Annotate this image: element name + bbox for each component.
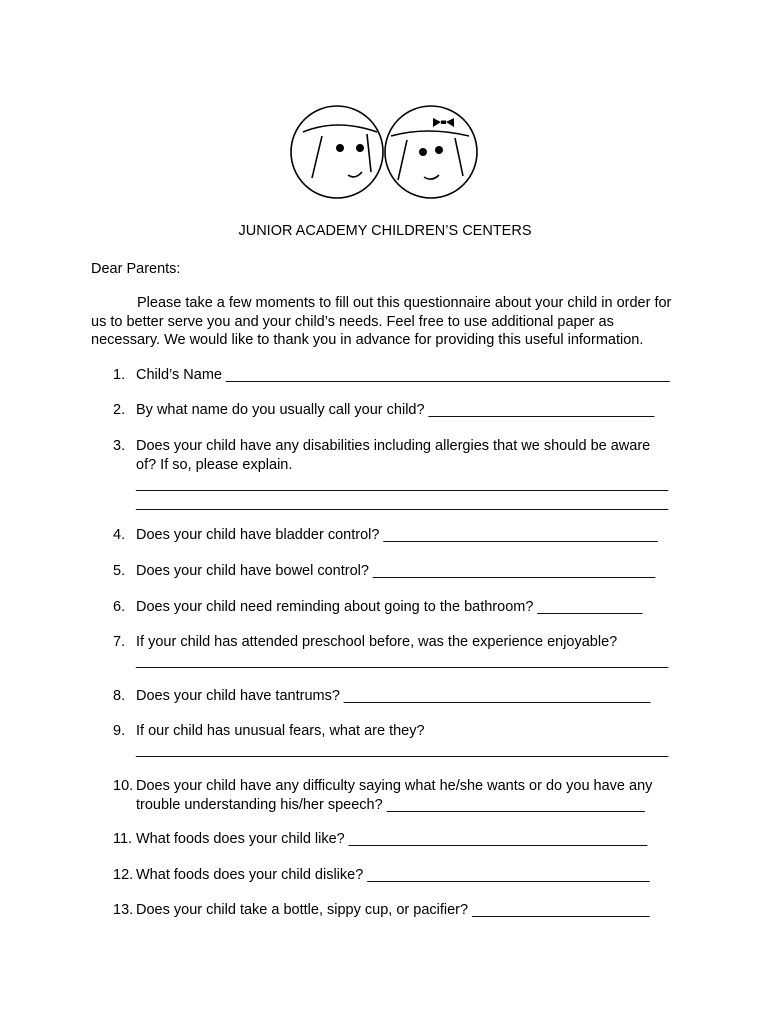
question-text: What foods does your child dislike? ___________________________________ bbox=[136, 867, 650, 883]
question-text: Does your child have bowel control? ___________________________________ bbox=[136, 563, 656, 579]
question-number: 13. bbox=[113, 902, 134, 918]
boy-eyes bbox=[336, 144, 364, 152]
question-5 bbox=[113, 562, 683, 581]
boy-face-icon bbox=[291, 106, 383, 198]
question-number: 6. bbox=[113, 599, 126, 615]
question-continuation: of? If so, please explain. bbox=[136, 457, 293, 473]
question-text: Does your child have tantrums? ______________________________________ bbox=[136, 688, 651, 704]
question-text: By what name do you usually call your child? ____________________________ bbox=[136, 402, 655, 418]
bow-icon bbox=[433, 118, 454, 127]
girl-face-icon bbox=[385, 106, 477, 198]
question-7 bbox=[113, 633, 683, 671]
answer-line: __________________________________________________________________ bbox=[136, 653, 669, 669]
question-3 bbox=[113, 437, 683, 513]
question-12 bbox=[113, 866, 683, 885]
question-text: Does your child need reminding about going to the bathroom? _____________ bbox=[136, 599, 643, 615]
answer-line: __________________________________________________________________ bbox=[136, 476, 669, 492]
question-text: Does your child take a bottle, sippy cup, or pacifier? ______________________ bbox=[136, 902, 650, 918]
question-number: 2. bbox=[113, 402, 126, 418]
question-text: Does your child have any difficulty saying what he/she wants or do you have any bbox=[136, 778, 653, 794]
question-number: 9. bbox=[113, 723, 126, 739]
answer-line: __________________________________________________________________ bbox=[136, 742, 669, 758]
intro-paragraph: Please take a few moments to fill out this questionnaire about your child in order for us to better serve you and your child’s needs. Feel free to use additional paper as necessary. We would like to thank you in advance for providing this useful information. bbox=[91, 295, 672, 348]
girl-eyes bbox=[419, 146, 443, 156]
question-9 bbox=[113, 722, 683, 760]
question-number: 8. bbox=[113, 688, 126, 704]
question-number: 5. bbox=[113, 563, 126, 579]
question-8 bbox=[113, 687, 683, 706]
salutation: Dear Parents: bbox=[91, 261, 181, 277]
question-number: 10. bbox=[113, 778, 134, 794]
question-text: Does your child have bladder control? __________________________________ bbox=[136, 527, 658, 543]
question-13 bbox=[113, 901, 683, 920]
question-number: 11. bbox=[113, 831, 133, 847]
question-number: 1. bbox=[113, 367, 126, 383]
question-2 bbox=[113, 401, 683, 420]
question-11 bbox=[113, 830, 683, 849]
answer-line: __________________________________________________________________ bbox=[136, 495, 669, 511]
page-title: JUNIOR ACADEMY CHILDREN’S CENTERS bbox=[238, 223, 532, 239]
question-continuation: trouble understanding his/her speech? ________________________________ bbox=[136, 797, 645, 813]
question-number: 4. bbox=[113, 527, 126, 543]
question-number: 3. bbox=[113, 438, 126, 454]
question-text: What foods does your child like? _____________________________________ bbox=[136, 831, 648, 847]
question-6 bbox=[113, 598, 683, 617]
question-10 bbox=[113, 777, 683, 815]
question-text: Does your child have any disabilities including allergies that we should be aware bbox=[136, 438, 651, 454]
junior-academy-logo bbox=[287, 100, 481, 200]
question-text: If your child has attended preschool before, was the experience enjoyable? bbox=[136, 634, 618, 650]
question-1 bbox=[113, 366, 683, 385]
question-text: If our child has unusual fears, what are they? bbox=[136, 723, 425, 739]
question-4 bbox=[113, 526, 683, 545]
question-number: 7. bbox=[113, 634, 126, 650]
question-number: 12. bbox=[113, 867, 134, 883]
question-text: Child’s Name _______________________________________________________ bbox=[136, 367, 670, 383]
